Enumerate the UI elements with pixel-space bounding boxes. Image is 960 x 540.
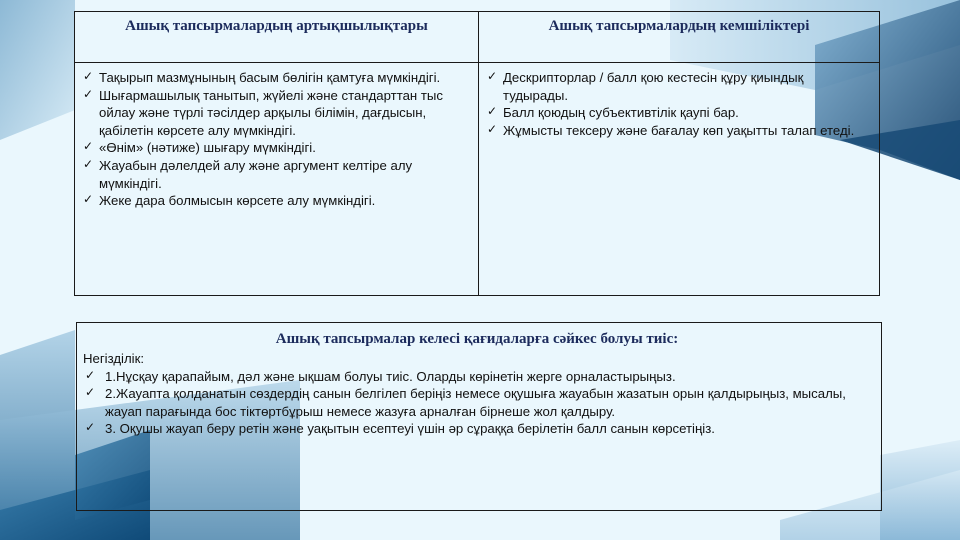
check-icon: ✓	[83, 69, 94, 83]
disadvantages-header: Ашық тапсырмалардың кемшіліктері	[479, 12, 880, 63]
disadvantage-text: Балл қоюдың субъективтілік қаупі бар.	[503, 105, 739, 121]
advantage-item	[81, 157, 470, 192]
comparison-table-header-row	[75, 12, 880, 63]
disadvantage-text: Дескрипторлар / балл қою кестесін құру қиындық тудырады.	[503, 70, 804, 103]
comparison-table-body-row	[75, 63, 880, 296]
rules-list	[83, 368, 871, 438]
disadvantage-item	[485, 69, 871, 104]
rule-text: 2.Жауапта қолданатын сөздердің санын белгілеп беріңіз немесе оқушыға жауабын жазатын орын қалдырыңыз, мысалы, жауап парағында бос тіктөртбұрыш немесе жазуға арналған бірнеше жол қалдыру.	[105, 386, 846, 419]
rule-text: 1.Нұсқау қарапайым, дәл және ықшам болуы тиіс. Оларды көрінетін жерге орналастырыңыз.	[105, 368, 676, 384]
check-icon: ✓	[83, 192, 94, 207]
rule-item	[83, 420, 871, 438]
disadvantage-item	[485, 122, 871, 140]
check-icon: ✓	[487, 121, 498, 136]
advantage-item	[81, 139, 470, 157]
advantage-text: Жауабын дәлелдей алу және аргумент келтіре алу мүмкіндігі.	[99, 157, 413, 191]
check-icon: ✓	[85, 385, 96, 400]
disadvantage-item	[485, 104, 871, 122]
check-icon: ✓	[85, 367, 96, 382]
disadvantages-cell	[479, 63, 880, 296]
advantage-text: Шығармашылық танытып, жүйелі және стандарттан тыс ойлау және түрлі тәсілдер арқылы білімін, дағдысын, қабілетін көрсете алу мүмкіндігі.	[99, 87, 443, 138]
advantage-item	[81, 87, 470, 140]
check-icon: ✓	[83, 139, 94, 154]
check-icon: ✓	[487, 104, 498, 119]
rules-box	[76, 322, 882, 511]
advantages-header: Ашық тапсырмалардың артықшылықтары	[75, 12, 479, 63]
rule-item	[83, 385, 871, 420]
check-icon: ✓	[487, 69, 498, 83]
check-icon: ✓	[83, 86, 94, 101]
rules-title: Ашық тапсырмалар келесі қағидаларға сәйкес болуы тиіс:	[275, 331, 679, 347]
rule-item	[83, 368, 871, 386]
check-icon: ✓	[85, 420, 96, 435]
advantage-item	[81, 192, 470, 210]
disadvantages-list	[485, 69, 871, 139]
advantage-text: Жеке дара болмысын көрсете алу мүмкіндігі.	[99, 193, 376, 209]
disadvantage-text: Жұмысты тексеру және бағалау көп уақытты талап етеді.	[503, 122, 855, 138]
advantage-text: «Өнім» (нәтиже) шығару мүмкіндігі.	[99, 140, 316, 156]
rules-subtitle: Негізділік:	[83, 351, 145, 366]
rule-text: 3. Оқушы жауап беру ретін және уақытын есептеуі үшін әр сұраққа берілетін балл санын көрсетіңіз.	[105, 421, 715, 437]
advantages-list	[81, 69, 470, 210]
comparison-table	[74, 11, 880, 296]
advantages-cell	[75, 63, 479, 296]
check-icon: ✓	[83, 156, 94, 171]
advantage-text: Тақырып мазмұнының басым бөлігін қамтуға мүмкіндігі.	[99, 70, 441, 85]
advantage-item	[81, 69, 470, 87]
